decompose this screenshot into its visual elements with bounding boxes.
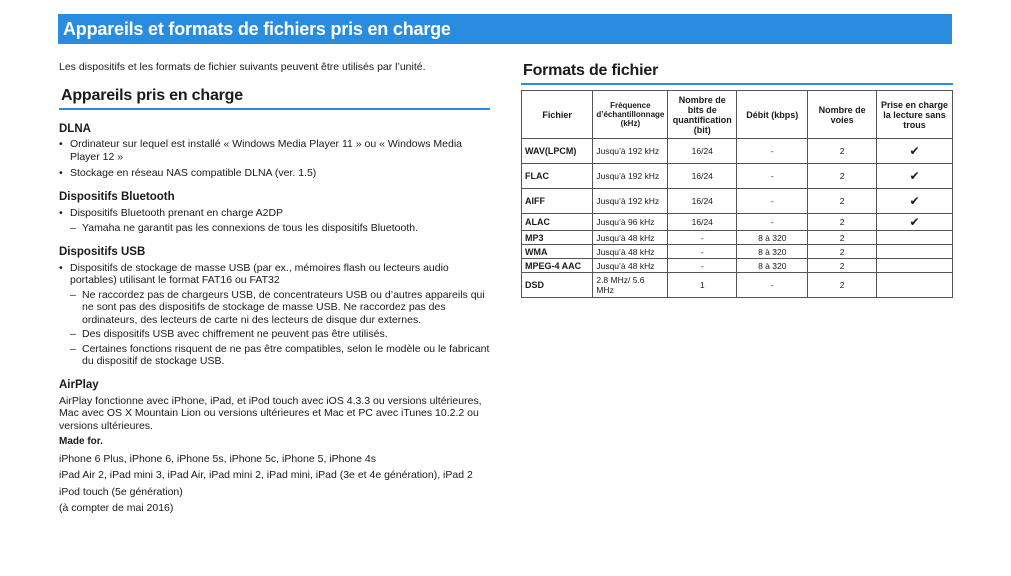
list-item: • Dispositifs de stockage de masse USB (par ex., mémoires flash ou lecteurs audio portables) utilisant le format FAT16 ou FAT32 xyxy=(59,262,490,287)
bluetooth-title: Dispositifs Bluetooth xyxy=(59,190,175,203)
cell-bitrate: 8 à 320 xyxy=(737,231,808,245)
cell-channels: 2 xyxy=(808,273,877,298)
cell-channels: 2 xyxy=(808,139,877,164)
device-line: (à compter de mai 2016) xyxy=(59,502,174,514)
cell-bits: 16/24 xyxy=(668,164,737,189)
cell-gapless xyxy=(876,231,952,245)
cell-channels: 2 xyxy=(808,214,877,231)
note-item: – Yamaha ne garantit pas les connexions de tous les dispositifs Bluetooth. xyxy=(59,222,490,235)
airplay-title: AirPlay xyxy=(59,378,99,391)
check-icon: ✔ xyxy=(876,214,952,231)
cell-frequency: Jusqu’à 192 kHz xyxy=(593,139,668,164)
table-row xyxy=(522,259,953,273)
col-header-file: Fichier xyxy=(522,91,593,139)
list-item: • Dispositifs Bluetooth prenant en charge A2DP xyxy=(59,207,490,220)
cell-bits: 16/24 xyxy=(668,139,737,164)
check-icon: ✔ xyxy=(876,164,952,189)
cell-gapless xyxy=(876,273,952,298)
cell-channels: 2 xyxy=(808,164,877,189)
page-title: Appareils et formats de fichiers pris en charge xyxy=(63,19,451,39)
col-header-channels: Nombre de voies xyxy=(808,91,877,139)
cell-file: ALAC xyxy=(522,214,593,231)
table-row xyxy=(522,273,953,298)
made-for-label: Made for. xyxy=(59,436,103,447)
cell-frequency: Jusqu’à 192 kHz xyxy=(593,164,668,189)
table-row xyxy=(522,231,953,245)
cell-file: MPEG-4 AAC xyxy=(522,259,593,273)
cell-bits: 1 xyxy=(668,273,737,298)
cell-bits: 16/24 xyxy=(668,214,737,231)
cell-frequency: Jusqu’à 96 kHz xyxy=(593,214,668,231)
formats-heading: Formats de fichier xyxy=(521,62,953,85)
cell-frequency: Jusqu’à 48 kHz xyxy=(593,245,668,259)
page-banner xyxy=(58,14,952,44)
list-item: • Ordinateur sur lequel est installé « Windows Media Player 11 » ou « Windows Media Player 12 » xyxy=(59,138,490,163)
usb-title: Dispositifs USB xyxy=(59,245,146,258)
airplay-text: AirPlay fonctionne avec iPhone, iPad, et iPod touch avec iOS 4.3.3 ou versions ultérieures, Mac avec OS X Mountain Lion ou versions ultérieures et Mac et PC avec iTunes 10.2.2 ou versions ultérieures. xyxy=(59,394,482,432)
cell-bits: 16/24 xyxy=(668,189,737,214)
cell-bits: - xyxy=(668,231,737,245)
cell-frequency: 2.8 MHz/ 5.6 MHz xyxy=(593,273,668,298)
device-line: iPhone 6 Plus, iPhone 6, iPhone 5s, iPhone 5c, iPhone 5, iPhone 4s xyxy=(59,452,376,465)
note-item: – Certaines fonctions risquent de ne pas être compatibles, selon le modèle ou le fabricant du dispositif de stockage USB. xyxy=(59,343,490,368)
cell-channels: 2 xyxy=(808,189,877,214)
device-line: iPod touch (5e génération) xyxy=(59,485,183,498)
cell-file: AIFF xyxy=(522,189,593,214)
cell-bitrate: - xyxy=(737,139,808,164)
cell-frequency: Jusqu’à 192 kHz xyxy=(593,189,668,214)
table-row xyxy=(522,245,953,259)
check-icon: ✔ xyxy=(876,139,952,164)
device-line: iPad Air 2, iPad mini 3, iPad Air, iPad mini 2, iPad mini, iPad (3e et 4e génération), iPad 2 xyxy=(59,469,473,481)
col-header-bits: Nombre de bits de quantification (bit) xyxy=(668,91,737,139)
cell-bitrate: - xyxy=(737,214,808,231)
check-icon: ✔ xyxy=(876,189,952,214)
cell-bitrate: - xyxy=(737,164,808,189)
table-row xyxy=(522,139,953,164)
cell-bits: - xyxy=(668,245,737,259)
cell-bitrate: 8 à 320 xyxy=(737,245,808,259)
table-header-row xyxy=(522,91,953,139)
cell-file: WAV(LPCM) xyxy=(522,139,593,164)
cell-frequency: Jusqu’à 48 kHz xyxy=(593,259,668,273)
table-row xyxy=(522,214,953,231)
intro-text: Les dispositifs et les formats de fichier suivants peuvent être utilisés par l’unité. xyxy=(59,61,426,73)
col-header-bitrate: Débit (kbps) xyxy=(737,91,808,139)
cell-file: MP3 xyxy=(522,231,593,245)
formats-table xyxy=(521,90,953,298)
cell-channels: 2 xyxy=(808,259,877,273)
col-header-frequency: Fréquence d’échantillonnage (kHz) xyxy=(593,91,668,139)
cell-file: WMA xyxy=(522,245,593,259)
list-item: • Stockage en réseau NAS compatible DLNA (ver. 1.5) xyxy=(59,167,490,180)
col-header-gapless: Prise en charge la lecture sans trous xyxy=(876,91,952,139)
note-item: – Des dispositifs USB avec chiffrement ne peuvent pas être utilisés. xyxy=(59,328,490,341)
cell-frequency: Jusqu’à 48 kHz xyxy=(593,231,668,245)
cell-gapless xyxy=(876,259,952,273)
cell-file: FLAC xyxy=(522,164,593,189)
cell-bitrate: - xyxy=(737,189,808,214)
table-row xyxy=(522,189,953,214)
cell-channels: 2 xyxy=(808,231,877,245)
note-item: – Ne raccordez pas de chargeurs USB, de concentrateurs USB ou d’autres appareils qui ne sont pas des dispositifs de stockage de masse USB. Ne raccordez pas des ordinateurs, des lecteurs de carte ni des lecteurs de disque dur externes. xyxy=(59,289,490,327)
table-row xyxy=(522,164,953,189)
cell-bitrate: - xyxy=(737,273,808,298)
left-column xyxy=(59,60,490,515)
cell-bitrate: 8 à 320 xyxy=(737,259,808,273)
cell-channels: 2 xyxy=(808,245,877,259)
dlna-title: DLNA xyxy=(59,123,91,135)
right-column xyxy=(521,60,953,298)
cell-gapless xyxy=(876,245,952,259)
devices-heading: Appareils pris en charge xyxy=(59,87,490,110)
cell-file: DSD xyxy=(522,273,593,298)
cell-bits: - xyxy=(668,259,737,273)
